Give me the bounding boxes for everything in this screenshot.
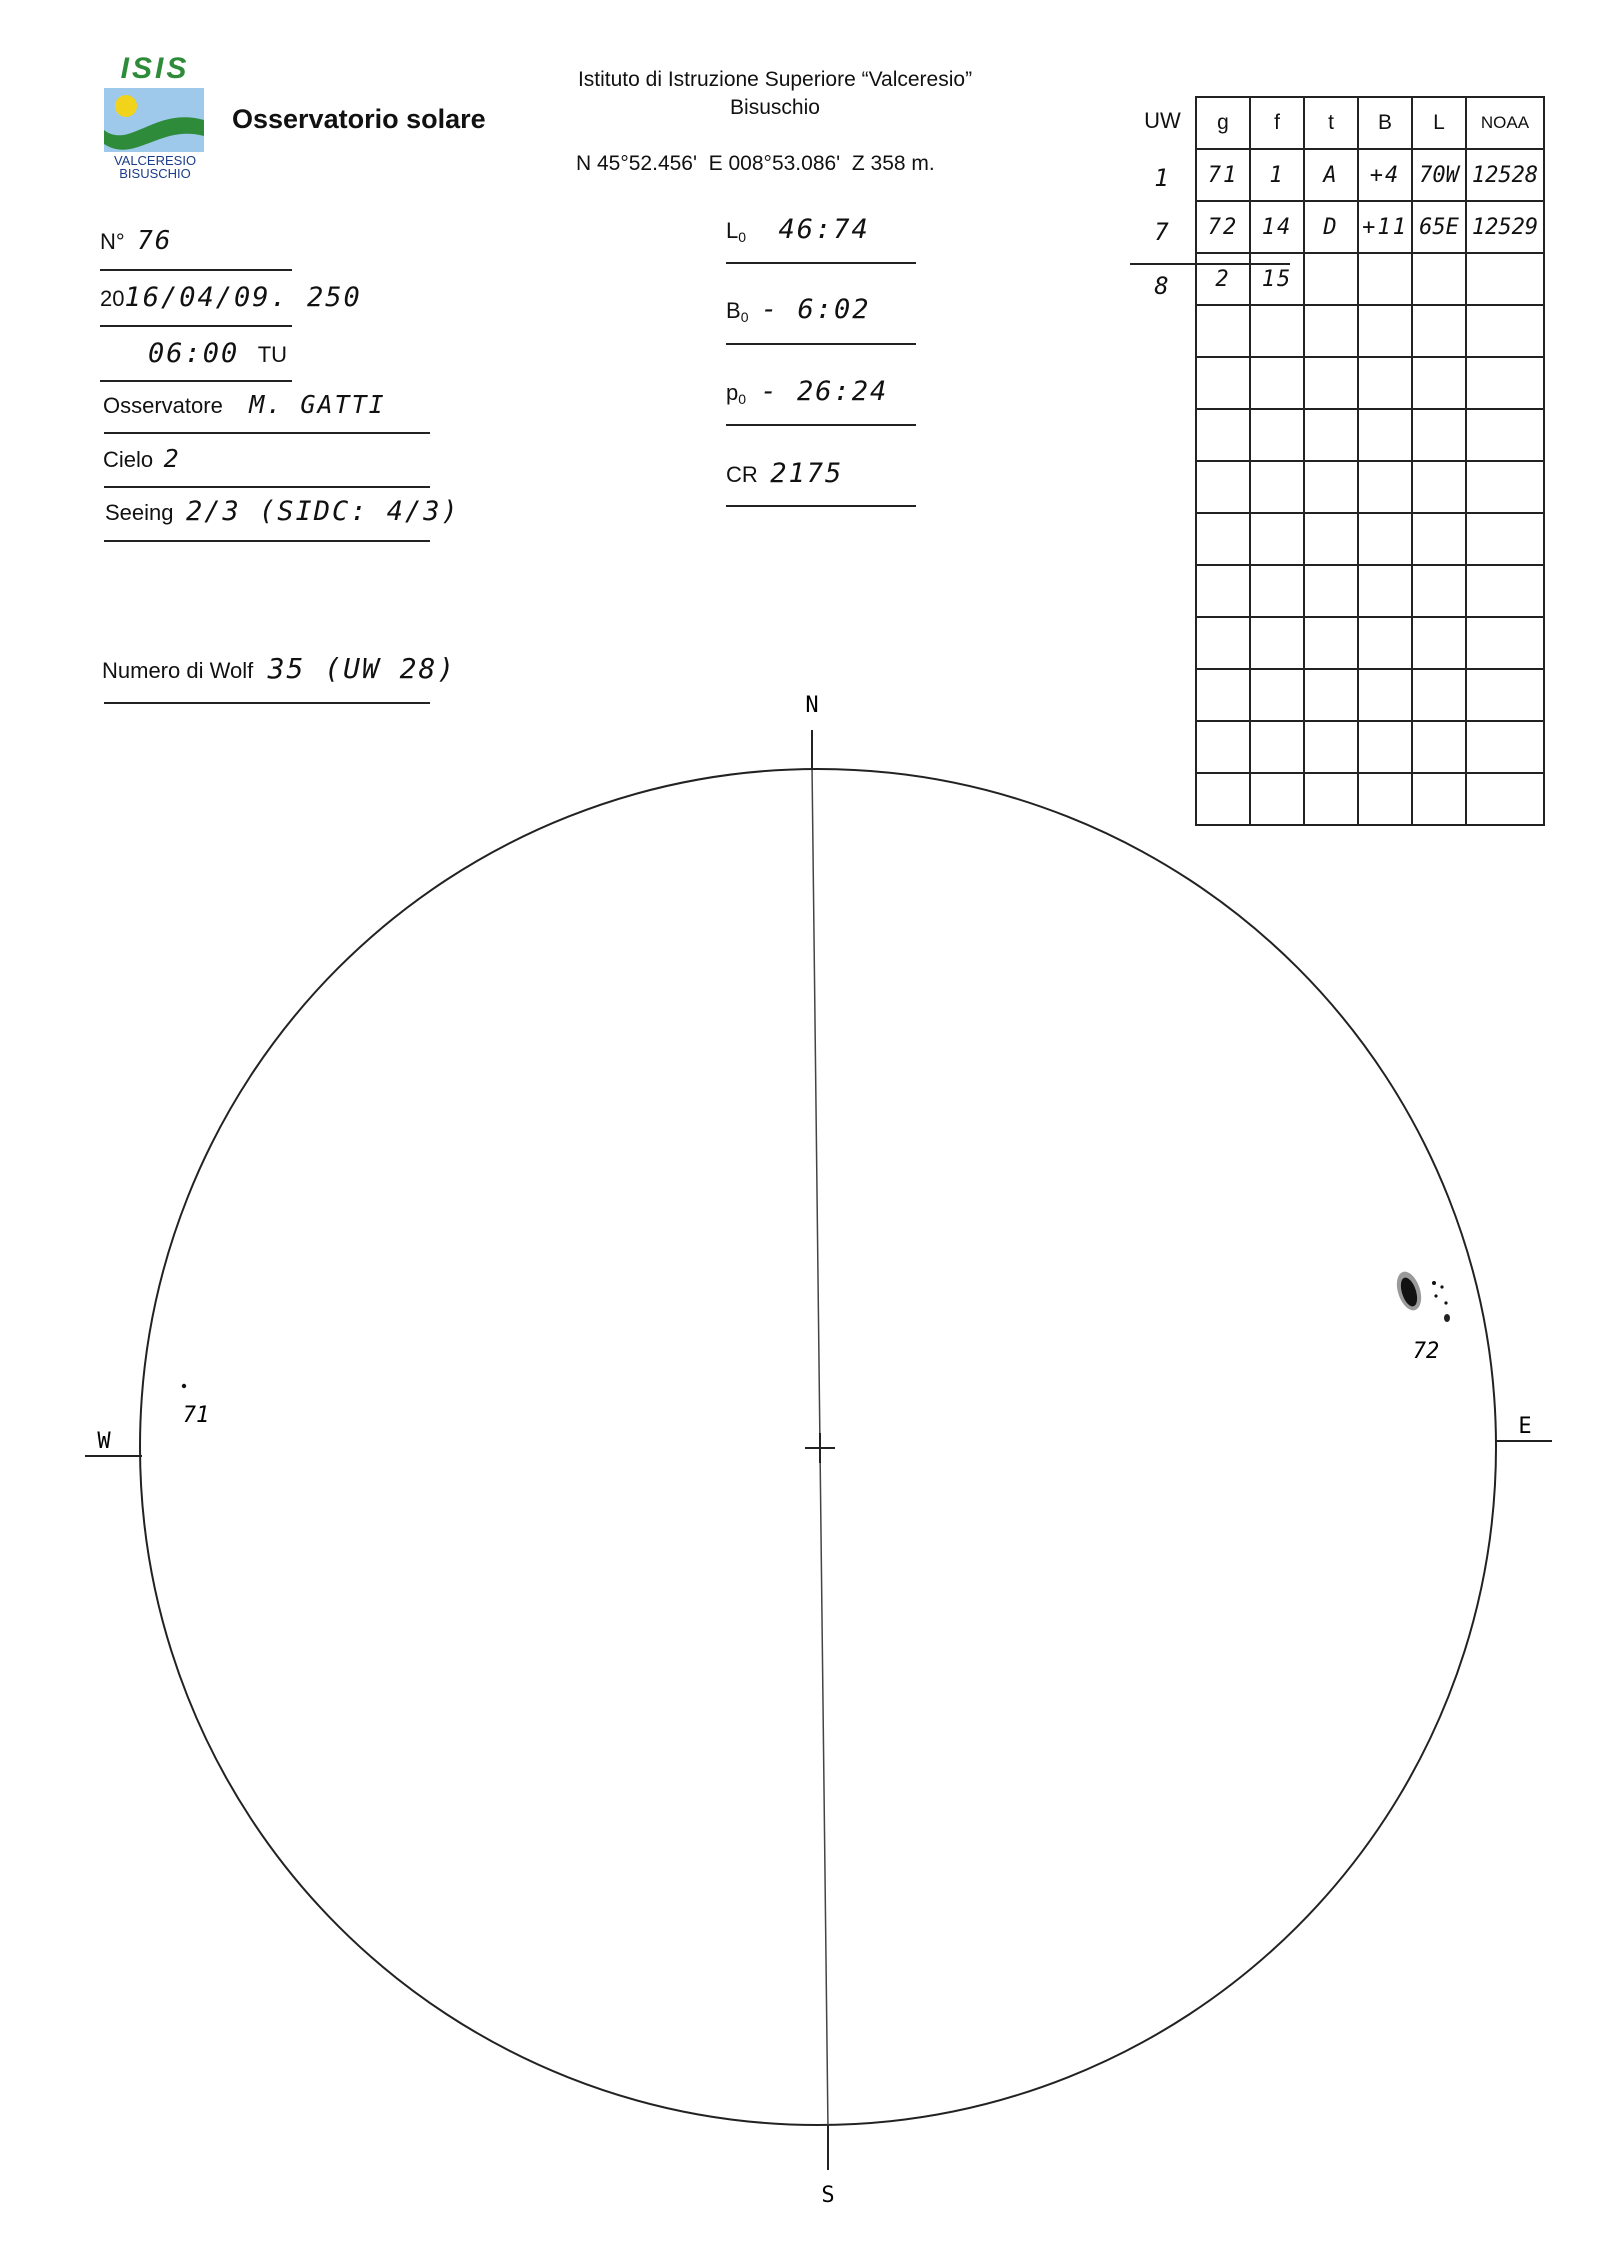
table-cell: +11: [1358, 201, 1412, 253]
page-title: Osservatorio solare: [232, 104, 486, 134]
table-cell: 72: [1196, 201, 1250, 253]
b0-value: - 6:02: [760, 294, 871, 325]
seeing-value: 2/3 (SIDC: 4/3): [185, 496, 460, 527]
sunspot-72-follower: [1432, 1281, 1436, 1285]
l0-value: 46:74: [778, 214, 870, 245]
cr-label: CR: [726, 462, 758, 487]
number-value: 76: [137, 226, 173, 256]
seeing-label: Seeing: [105, 500, 174, 525]
l0-subscript: 0: [738, 229, 747, 246]
north-label: N: [805, 693, 819, 718]
b0-subscript: 0: [740, 309, 749, 326]
sunspot-72-follower: [1440, 1285, 1443, 1288]
wolf-label: Numero di Wolf: [102, 658, 254, 683]
institute-line2: Bisuschio: [730, 96, 820, 119]
uw-header: UW: [1144, 108, 1181, 133]
group-71-label: 71: [182, 1403, 210, 1428]
table-cell: 15: [1250, 253, 1304, 305]
observer-value: M. GATTI: [249, 390, 386, 419]
table-cell: 14: [1250, 201, 1304, 253]
table-cell: 70W: [1412, 149, 1466, 201]
sunspot-72-follower: [1444, 1301, 1447, 1304]
table-cell: 71: [1196, 149, 1250, 201]
header-t: t: [1304, 97, 1358, 149]
p0-label: p: [726, 380, 739, 405]
sky-value: 2: [163, 444, 181, 473]
uw-row-total: 8: [1154, 272, 1171, 300]
sunspot-72-follower: [1434, 1294, 1437, 1297]
sunspot-72-follower: [1444, 1314, 1450, 1322]
uw-row-1: 1: [1154, 164, 1171, 192]
wolf-value: 35 (UW 28): [267, 652, 457, 685]
header-g: g: [1196, 97, 1250, 149]
east-label: E: [1518, 1414, 1532, 1439]
observatory-coordinates: N 45°52.456' E 008°53.086' Z 358 m.: [576, 152, 935, 175]
table-cell: A: [1304, 149, 1358, 201]
south-label: S: [821, 2183, 835, 2208]
time-suffix: TU: [257, 342, 288, 367]
table-cell: 2: [1196, 253, 1250, 305]
sunspot-71: [182, 1384, 186, 1388]
time-value: 06:00: [148, 338, 240, 369]
table-cell: 65E: [1412, 201, 1466, 253]
institute-line1: Istituto di Istruzione Superiore “Valceresio”: [577, 68, 973, 91]
group-72-label: 72: [1412, 1339, 1440, 1364]
header-f: f: [1250, 97, 1304, 149]
p0-subscript: 0: [738, 391, 747, 408]
header-noaa: NOAA: [1466, 97, 1544, 149]
header-l: L: [1412, 97, 1466, 149]
table-cell: D: [1304, 201, 1358, 253]
logo-sub-valceresio: VALCERESIO: [113, 153, 197, 168]
date-prefix: 20: [100, 286, 125, 311]
header-b: B: [1358, 97, 1412, 149]
table-cell: 12528: [1466, 149, 1544, 201]
l0-label: L: [726, 218, 739, 243]
number-label: N°: [100, 229, 125, 254]
table-cell: 1: [1250, 149, 1304, 201]
logo-isis-text: ISIS: [120, 52, 190, 85]
date-value: 16/04/09. 250: [124, 282, 362, 313]
uw-row-2: 7: [1154, 218, 1171, 246]
sky-label: Cielo: [103, 447, 154, 472]
p0-value: - 26:24: [760, 376, 889, 407]
logo-sub-bisuschio: BISUSCHIO: [119, 166, 191, 181]
b0-label: B: [726, 298, 741, 323]
cr-value: 2175: [770, 458, 844, 489]
table-cell: +4: [1358, 149, 1412, 201]
table-cell: 12529: [1466, 201, 1544, 253]
observer-label: Osservatore: [103, 393, 223, 418]
west-label: W: [97, 1429, 111, 1454]
